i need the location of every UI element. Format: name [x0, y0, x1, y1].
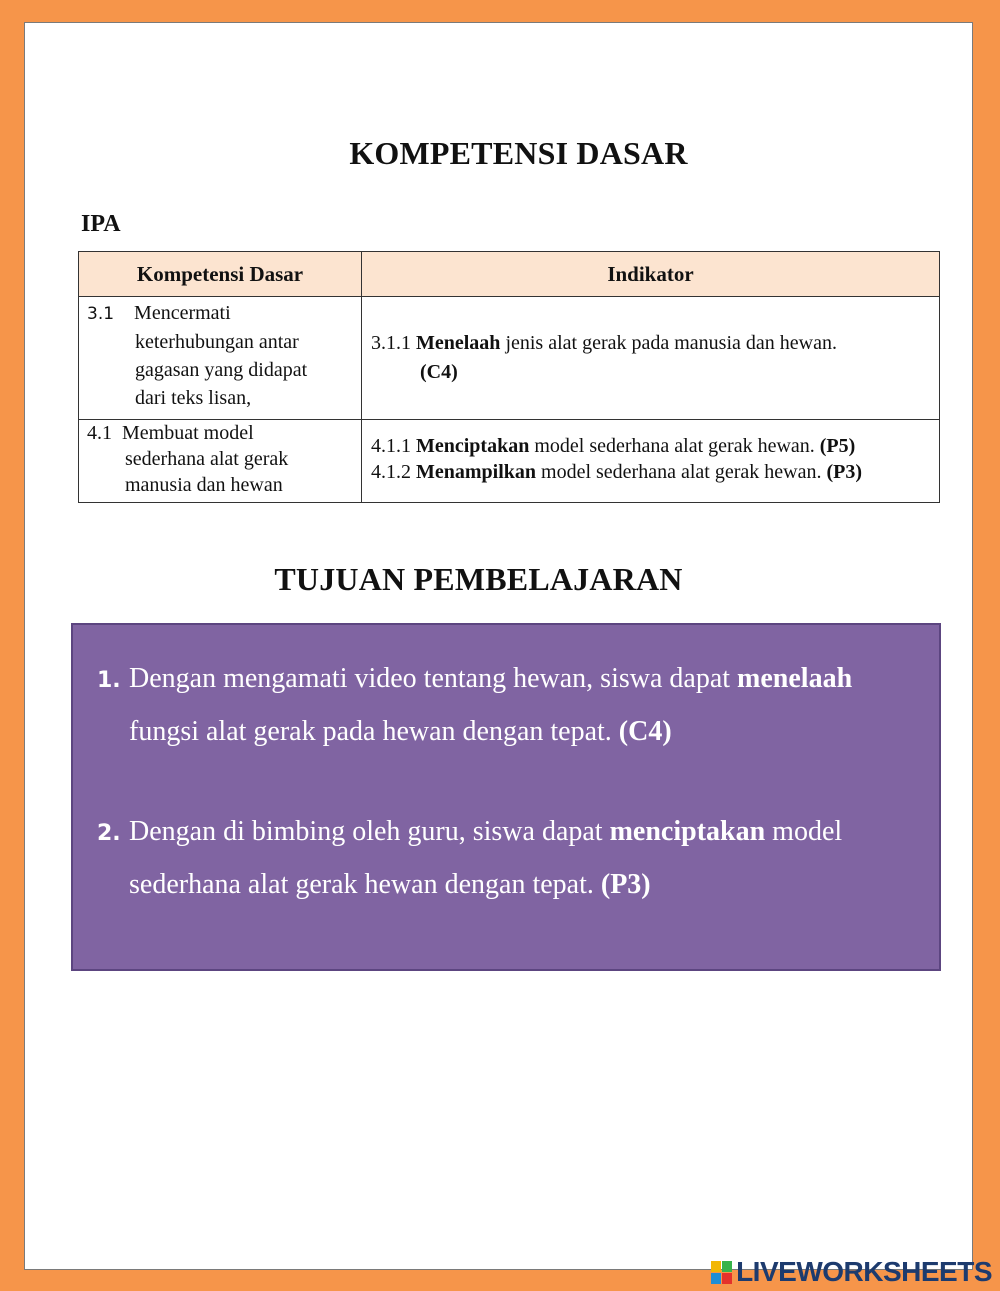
- indicator-code: 4.1.1: [371, 435, 411, 457]
- subject-label: IPA: [81, 211, 121, 237]
- goal-item: [97, 806, 897, 910]
- indicator-text: model sederhana alat gerak hewan.: [534, 435, 815, 457]
- goal-verb: menelaah: [737, 663, 853, 694]
- goal-text: Dengan di bimbing oleh guru, siswa dapat: [129, 816, 603, 847]
- goal-text-cont: [97, 859, 897, 910]
- table-header-row: [79, 252, 940, 297]
- indicator-code: 3.1.1: [371, 332, 411, 354]
- indicator-level: (C4): [420, 361, 458, 383]
- goal-number: 2.: [97, 821, 121, 846]
- goal-text-line: sederhana alat gerak hewan dengan tepat.: [129, 869, 594, 900]
- kompetensi-table: [78, 251, 940, 503]
- indicator-code: 4.1.2: [371, 461, 411, 483]
- indicator-verb: Menciptakan: [416, 435, 530, 457]
- tujuan-pembelajaran-title: TUJUAN PEMBELAJARAN: [274, 561, 683, 597]
- goal-item: [97, 653, 897, 757]
- kompetensi-dasar-title: KOMPETENSI DASAR: [349, 135, 688, 171]
- goal-text: Dengan mengamati video tentang hewan, siswa dapat: [129, 663, 731, 694]
- goal-text-line: fungsi alat gerak pada hewan dengan tepat.: [129, 716, 612, 747]
- kd-text-line: keterhubungan antar: [135, 331, 299, 353]
- kd-cell: [79, 297, 362, 420]
- indicator-line: [371, 433, 931, 459]
- kd-cell: [79, 420, 362, 503]
- kd-text-line: dari teks lisan,: [135, 387, 252, 409]
- goal-level: (C4): [618, 716, 672, 747]
- indicator-level: (P5): [819, 435, 856, 457]
- goal-verb: menciptakan: [609, 816, 766, 847]
- worksheet-page: [24, 22, 973, 1270]
- kd-text-line: gagasan yang didapat: [135, 359, 308, 381]
- logo-mark-icon: [711, 1261, 732, 1284]
- header-indikator: Indikator: [362, 252, 940, 297]
- kd-text-line: sederhana alat gerak: [125, 448, 289, 470]
- liveworksheets-logo: [711, 1257, 992, 1287]
- indicator-cell: [362, 297, 940, 420]
- kd-text-line: manusia dan hewan: [125, 474, 283, 496]
- indicator-level: (P3): [826, 461, 862, 483]
- indicator-text: jenis alat gerak pada manusia dan hewan.: [505, 332, 837, 354]
- table-row: [79, 420, 940, 503]
- indicator-verb: Menelaah: [416, 332, 501, 354]
- goal-text-cont: [97, 706, 897, 757]
- table-row: [79, 297, 940, 420]
- kd-text-first: Membuat model: [122, 422, 254, 444]
- header-kompetensi-dasar: Kompetensi Dasar: [79, 252, 362, 297]
- goal-text-post: model: [772, 816, 843, 847]
- kd-text-first: Mencermati: [134, 302, 231, 324]
- indicator-text: model sederhana alat gerak hewan.: [541, 461, 822, 483]
- indicator-line: [371, 459, 931, 485]
- goal-number: 1.: [97, 668, 121, 693]
- learning-goals-box: [71, 623, 941, 971]
- kd-number: 3.1: [87, 304, 115, 324]
- logo-text: LIVEWORKSHEETS: [736, 1256, 992, 1287]
- indicator-cell: [362, 420, 940, 503]
- kd-number: 4.1: [87, 422, 112, 444]
- goal-level: (P3): [600, 869, 651, 900]
- indicator-verb: Menampilkan: [416, 461, 537, 483]
